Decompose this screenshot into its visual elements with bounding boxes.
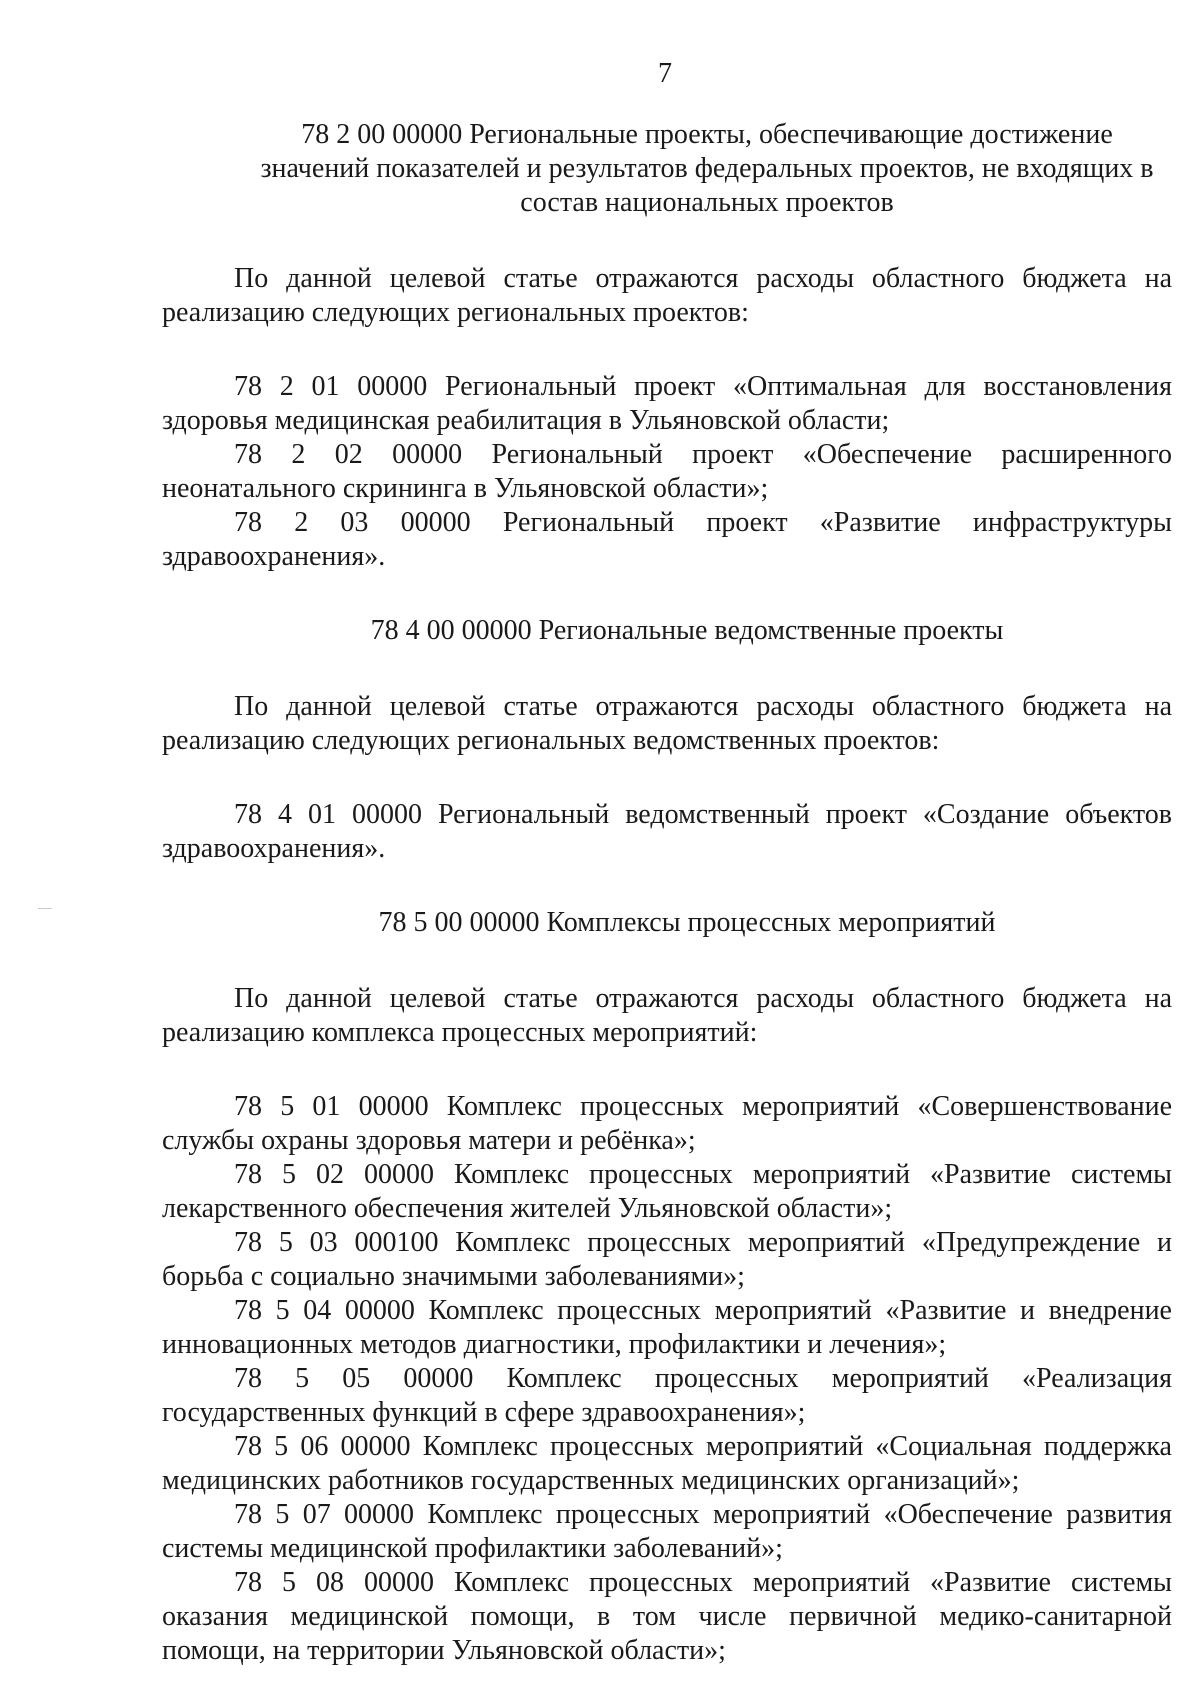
list-item: 78 4 01 00000 Региональный ведомственный проект «Создание объектов здравоохранения». xyxy=(162,799,1172,864)
scan-edge-mark xyxy=(38,908,52,909)
page-number: 7 xyxy=(658,58,672,89)
list-item: 78 5 06 00000 Комплекс процессных мероприятий «Социальная поддержка медицинских работников государственных медицинских организаций»; xyxy=(162,1431,1172,1496)
project-list xyxy=(162,370,1172,574)
list-item: 78 2 02 00000 Региональный проект «Обеспечение расширенного неонатального скрининга в Ульяновской области»; xyxy=(162,439,1172,504)
list-item: 78 5 03 000100 Комплекс процессных мероприятий «Предупреждение и борьба с социально значимыми заболеваниями»; xyxy=(162,1227,1172,1292)
list-item: 78 2 01 00000 Региональный проект «Оптимальная для восстановления здоровья медицинская реабилитация в Ульяновской области; xyxy=(162,371,1172,436)
list-item: 78 5 07 00000 Комплекс процессных мероприятий «Обеспечение развития системы медицинской профилактики заболеваний»; xyxy=(162,1499,1172,1564)
list-item: 78 2 03 00000 Региональный проект «Развитие инфраструктуры здравоохранения». xyxy=(162,507,1172,572)
list-item: 78 5 08 00000 Комплекс процессных мероприятий «Развитие системы оказания медицинской помощи, в том числе первичной медико-санитарной помощи, на территории Ульяновской области»; xyxy=(162,1567,1172,1666)
section-intro: По данной целевой статье отражаются расходы областного бюджета на реализацию комплекса процессных мероприятий: xyxy=(162,983,1172,1048)
list-item: 78 5 01 00000 Комплекс процессных мероприятий «Совершенствование службы охраны здоровья матери и ребёнка»; xyxy=(162,1091,1172,1156)
section-heading-departmental-projects: 78 4 00 00000 Региональные ведомственные проекты xyxy=(370,615,1004,646)
section-intro: По данной целевой статье отражаются расходы областного бюджета на реализацию следующих региональных ведомственных проектов: xyxy=(162,691,1172,756)
list-item: 78 5 02 00000 Комплекс процессных мероприятий «Развитие системы лекарственного обеспечения жителей Ульяновской области»; xyxy=(162,1159,1172,1224)
list-item: 78 5 04 00000 Комплекс процессных мероприятий «Развитие и внедрение инновационных методов диагностики, профилактики и лечения»; xyxy=(162,1295,1172,1360)
list-item: 78 5 05 00000 Комплекс процессных мероприятий «Реализация государственных функций в сфере здравоохранения»; xyxy=(162,1363,1172,1428)
project-list xyxy=(162,1090,1172,1668)
document-body xyxy=(162,118,1172,1668)
section-heading-regional-projects: 78 2 00 00000 Региональные проекты, обеспечивающие достижение значений показателей и результатов федеральных проектов, не входящих в состав национальных проектов xyxy=(260,119,1154,218)
section-heading-process-complexes: 78 5 00 00000 Комплексы процессных мероприятий xyxy=(378,907,996,938)
section-intro: По данной целевой статье отражаются расходы областного бюджета на реализацию следующих региональных проектов: xyxy=(162,263,1172,328)
project-list xyxy=(162,798,1172,866)
